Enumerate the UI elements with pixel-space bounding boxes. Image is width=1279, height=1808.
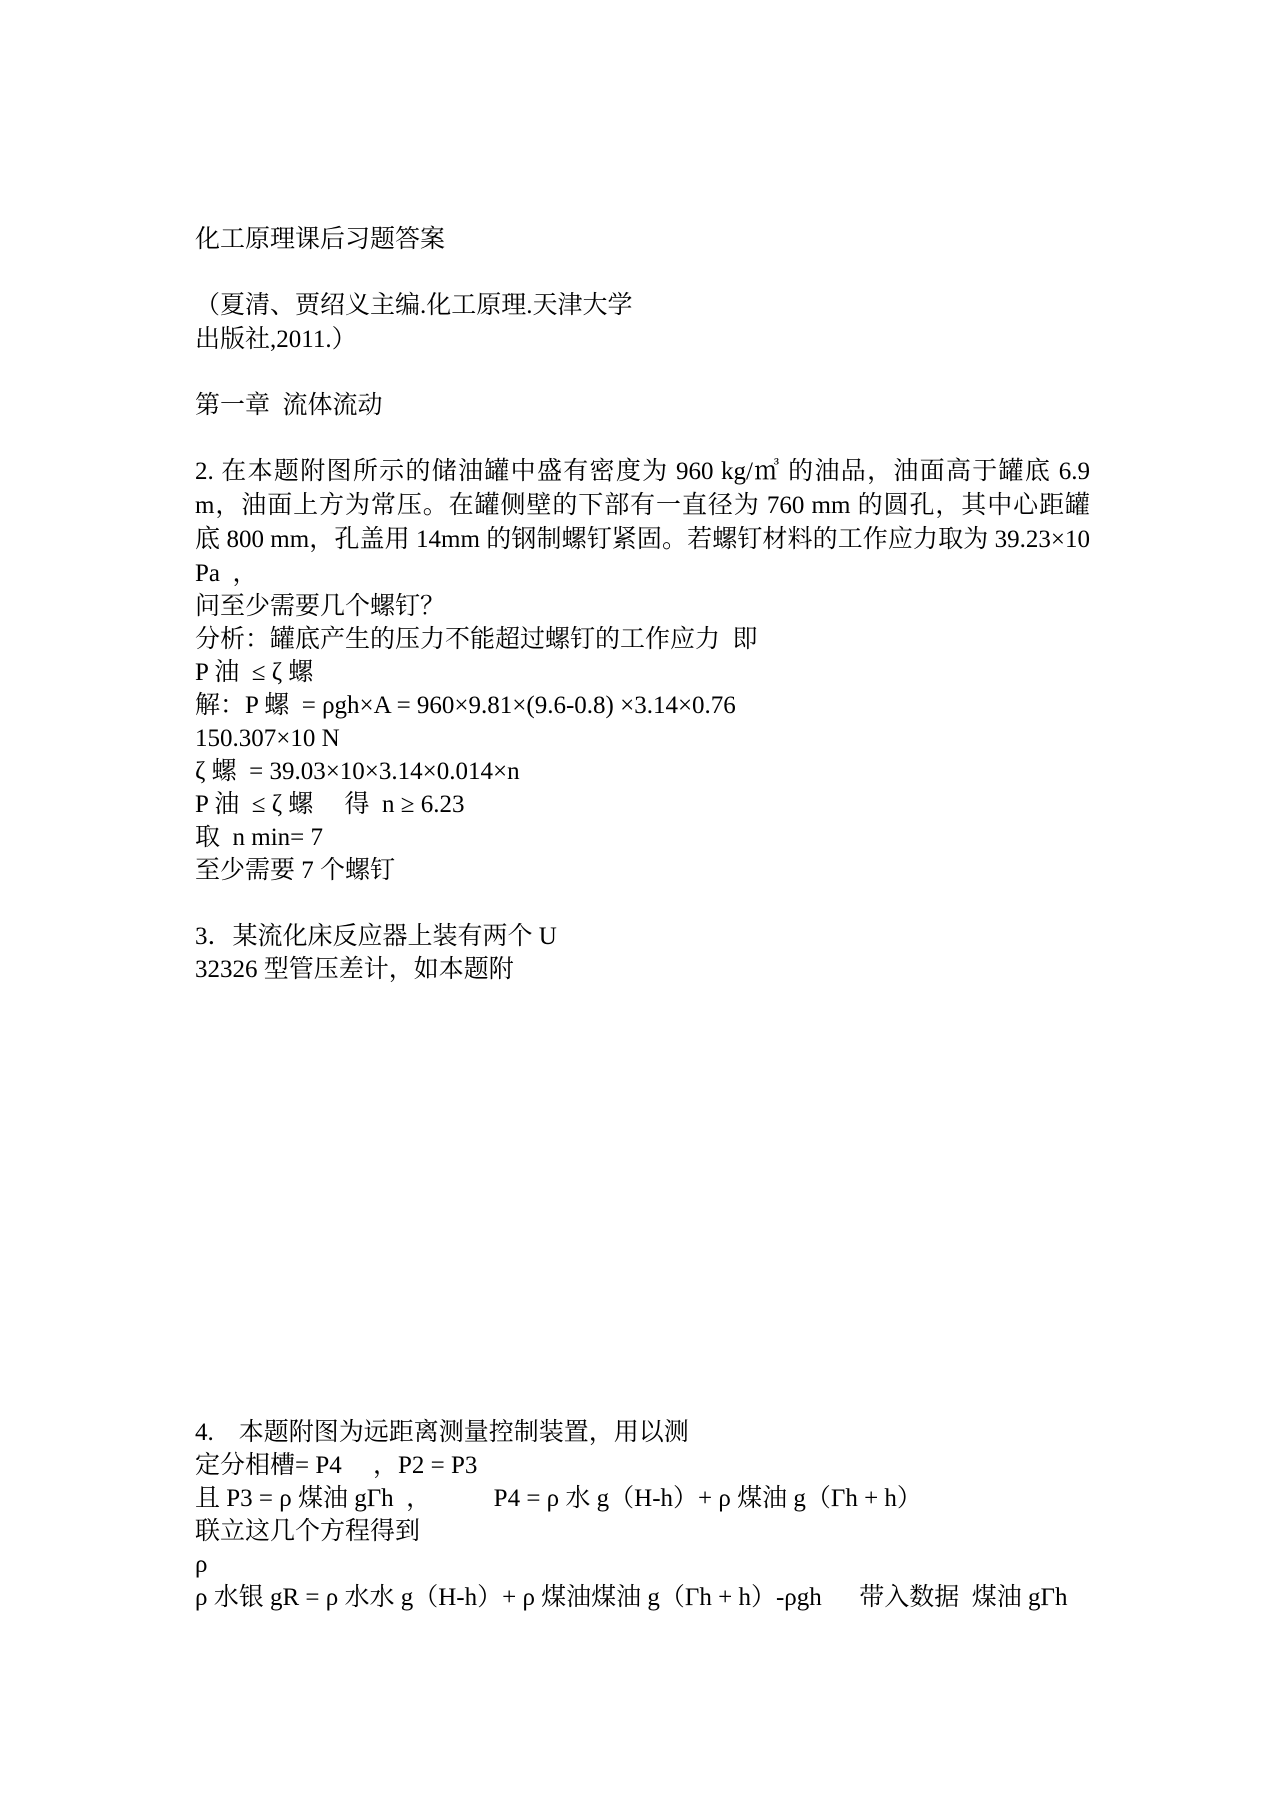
- problem3-line-2: 32326 型管压差计，如本题附: [195, 956, 514, 983]
- document-title: 化工原理课后习题答案: [195, 226, 446, 253]
- problem4-line-1: 4. 本题附图为远距离测量控制装置，用以测: [195, 1419, 689, 1446]
- problem2-condition: P 油 ≤ ζ 螺: [195, 659, 314, 686]
- problem2-solution-1: 解：P 螺 = ρgh×A = 960×9.81×(9.6-0.8) ×3.14×0.76: [195, 692, 736, 719]
- problem4-line-6: ρ 水银 gR = ρ 水水 g（H-h）+ ρ 煤油煤油 g（Γh + h）-ρgh 带入数据 煤油 gΓh: [195, 1584, 1068, 1611]
- chapter-heading: 第一章 流体流动: [195, 392, 383, 419]
- problem4-line-2: 定分相槽= P4 ，P2 = P3: [195, 1452, 478, 1479]
- problem2-line-4: Pa ，: [195, 560, 258, 587]
- problem2-question: 问至少需要几个螺钉？: [195, 593, 446, 620]
- problem2-solution-5: 取 n min= 7: [195, 824, 323, 851]
- problem2-analysis: 分析：罐底产生的压力不能超过螺钉的工作应力 即: [195, 626, 758, 653]
- problem3-line-1: 3．某流化床反应器上装有两个 U: [195, 923, 557, 950]
- source-line-2: 出版社,2011.）: [195, 326, 357, 353]
- problem4-line-3: 且 P3 = ρ 煤油 gΓh ， P4 = ρ 水 g（H-h）+ ρ 煤油 g（Γh + h）: [195, 1485, 922, 1512]
- problem2-solution-4: P 油 ≤ ζ 螺 得 n ≥ 6.23: [195, 791, 465, 818]
- source-line-1: （夏清、贾绍义主编.化工原理.天津大学: [195, 292, 633, 319]
- problem4-line-5: ρ: [195, 1551, 208, 1578]
- problem2-line-3: 底 800 mm，孔盖用 14mm 的钢制螺钉紧固。若螺钉材料的工作应力取为 39.23×10: [195, 526, 1090, 553]
- problem2-solution-6: 至少需要 7 个螺钉: [195, 857, 396, 884]
- problem2-solution-3: ζ 螺 = 39.03×10×3.14×0.014×n: [195, 758, 520, 785]
- problem2-solution-2: 150.307×10 N: [195, 725, 340, 752]
- problem2-line-1: 2. 在本题附图所示的储油罐中盛有密度为 960 kg/㎥ 的油品，油面高于罐底 6.9: [195, 458, 1090, 485]
- problem4-line-4: 联立这几个方程得到: [195, 1518, 421, 1545]
- problem2-line-2: m，油面上方为常压。在罐侧壁的下部有一直径为 760 mm 的圆孔，其中心距罐: [195, 492, 1090, 519]
